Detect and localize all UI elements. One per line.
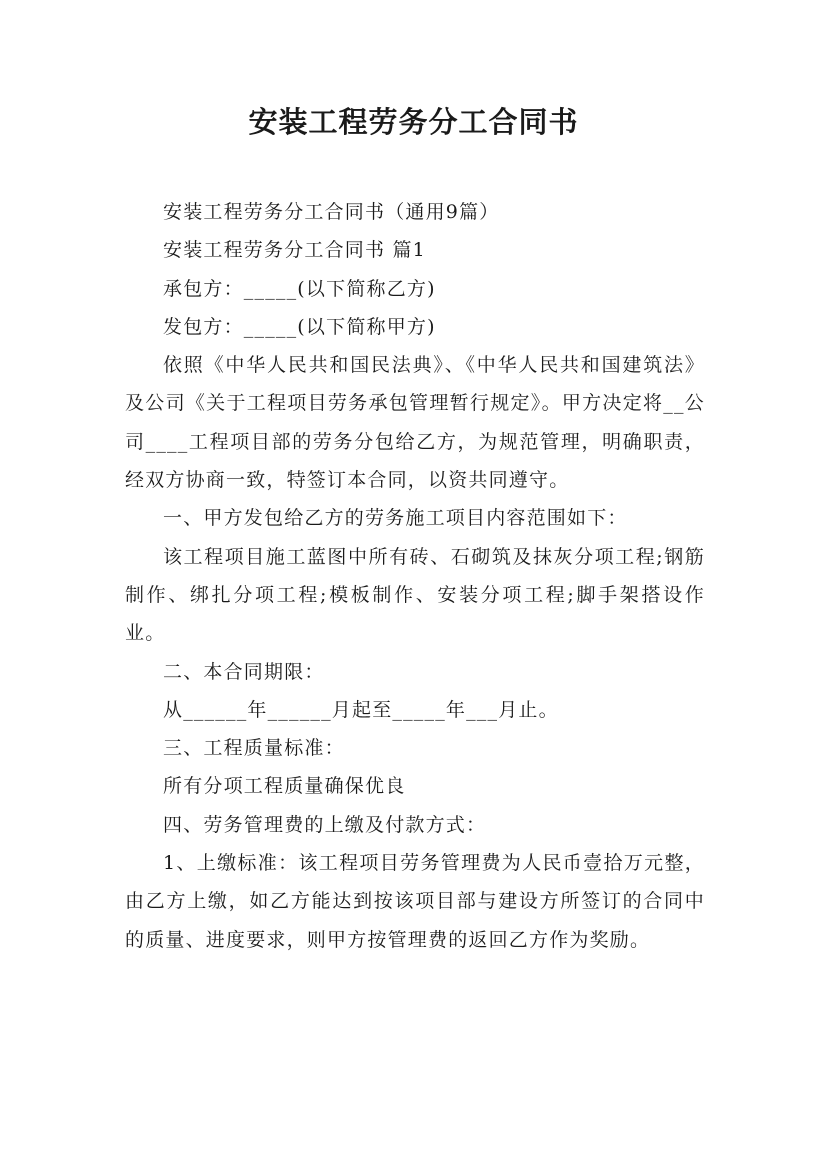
- paragraph-collection-title: 安装工程劳务分工合同书（通用9篇）: [163, 201, 500, 223]
- document-body: [125, 193, 705, 959]
- paragraph-section-1-body: 该工程项目施工蓝图中所有砖、石砌筑及抹灰分项工程;钢筋制作、绑扎分项工程;模板制作、安装分项工程;脚手架搭设作业。: [125, 545, 705, 645]
- paragraph-section-2-heading: 二、本合同期限：: [163, 660, 325, 683]
- paragraph-section-4-heading: 四、劳务管理费的上缴及付款方式：: [163, 813, 487, 836]
- paragraph-section-3-heading: 三、工程质量标准：: [163, 737, 345, 760]
- document-title: 安装工程劳务分工合同书: [248, 105, 579, 139]
- paragraph-section-3-body: 所有分项工程质量确保优良: [163, 775, 406, 798]
- paragraph-section-4-item-1: 1、上缴标准：该工程项目劳务管理费为人民币壹拾万元整，由乙方上缴，如乙方能达到按该项目部与建设方所签订的合同中的质量、进度要求，则甲方按管理费的返回乙方作为奖励。: [125, 852, 705, 951]
- paragraph-preamble: 依照《中华人民共和国民法典》、《中华人民共和国建筑法》及公司《关于工程项目劳务承包管理暂行规定》。甲方决定将__公司____工程项目部的劳务分包给乙方，为规范管理，明确职责，经双方协商一致，特签订本合同，以资共同遵守。: [125, 354, 705, 492]
- paragraph-section-2-body: 从______年______月起至_____年___月止。: [163, 698, 559, 721]
- paragraph-employer: 发包方：_____(以下简称甲方): [163, 315, 436, 338]
- paragraph-contractor: 承包方：_____(以下简称乙方): [163, 277, 436, 300]
- paragraph-chapter-heading: 安装工程劳务分工合同书 篇1: [163, 239, 426, 262]
- paragraph-section-1-heading: 一、甲方发包给乙方的劳务施工项目内容范围如下：: [163, 507, 628, 530]
